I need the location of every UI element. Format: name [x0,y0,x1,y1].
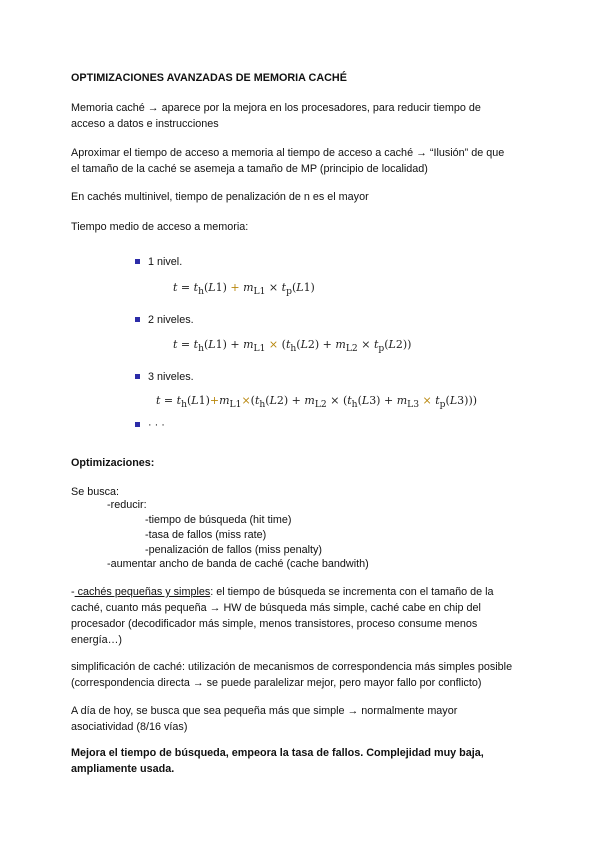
bullet-label: · · · [148,419,165,431]
bullet-level-2 [135,313,194,327]
text-line: caché, cuanto más pequeña → HW de búsqueda más simple, caché cabe en chip del [71,602,481,614]
text-line: ampliamente usada. [71,763,175,775]
paragraph-summary-bold [71,745,531,777]
dash-prefix: - [71,586,75,598]
text-line: Memoria caché → aparece por la mejora en los procesadores, para reducir tiempo de [71,102,481,114]
bullet-square-icon [135,374,140,379]
bullet-label: 3 niveles. [148,371,194,383]
bullet-label: 2 niveles. [148,314,194,326]
text-aumentar: -aumentar ancho de banda de caché (cache bandwith) [107,558,369,570]
text-line: A día de hoy, se busca que sea pequeña más que simple → normalmente mayor [71,705,458,717]
text-span: : el tiempo de búsqueda se incrementa con el tamaño de la [210,586,494,598]
text-line [71,584,531,600]
bullet-label: 1 nivel. [148,256,183,268]
text-line: el tamaño de la caché se asemeja a tamaño de MP (principio de localidad) [71,163,428,175]
paragraph-simplification [71,659,541,691]
page-title: OPTIMIZACIONES AVANZADAS DE MEMORIA CACHÉ [71,72,347,84]
formula-level-1: $t = t_h(L1) + m_{L1} \times t_p(L1)$ [173,281,315,298]
underlined-term: cachés pequeñas y simples [74,586,211,598]
list-item-miss-penalty: -penalización de fallos (miss penalty) [145,544,323,556]
bullet-ellipsis [135,418,165,432]
text-reducir: -reducir: [107,499,147,511]
bullet-square-icon [135,317,140,322]
formula-level-3: $t = t_h(L1)+m_{L1}\times(t_h(L2) + m_{L2} \times (t_h(L3) + m_{L3} \times t_p(L3)))$ [156,394,478,411]
bullet-square-icon [135,422,140,427]
paragraph-avg-access-time: Tiempo medio de acceso a memoria: [71,221,249,233]
text-line: Mejora el tiempo de búsqueda, empeora la tasa de fallos. Complejidad muy baja, [71,747,484,759]
paragraph-small-simple-caches [71,584,531,648]
text-line: acceso a datos e instrucciones [71,118,219,130]
text-line: procesador (decodificador más simple, menos transistores, proceso consume menos [71,618,478,630]
paragraph-multilevel: En cachés multinivel, tiempo de penalización de n es el mayor [71,191,369,203]
list-item-miss-rate: -tasa de fallos (miss rate) [145,529,267,541]
list-item-hit-time: -tiempo de búsqueda (hit time) [145,514,292,526]
formula-level-2: $t = t_h(L1) + m_{L1} \times (t_h(L2) + m_{L2} \times t_p(L2))$ [173,338,412,355]
text-line: energía…) [71,634,123,646]
text-line: Aproximar el tiempo de acceso a memoria al tiempo de acceso a caché → “Ilusión” de que [71,147,505,159]
bullet-level-3 [135,370,194,384]
text-line: (correspondencia directa → se puede paralelizar mejor, pero mayor fallo por conflicto) [71,677,482,689]
text-line: asociatividad (8/16 vías) [71,721,188,733]
heading-optimizaciones: Optimizaciones: [71,457,155,469]
paragraph-illusion [71,145,531,177]
bullet-level-1 [135,255,182,269]
text-line: simplificación de caché: utilización de mecanismos de correspondencia más simples posible [71,661,513,673]
paragraph-today [71,703,531,735]
paragraph-cache-intro [71,100,531,132]
text-se-busca: Se busca: [71,486,120,498]
bullet-square-icon [135,259,140,264]
